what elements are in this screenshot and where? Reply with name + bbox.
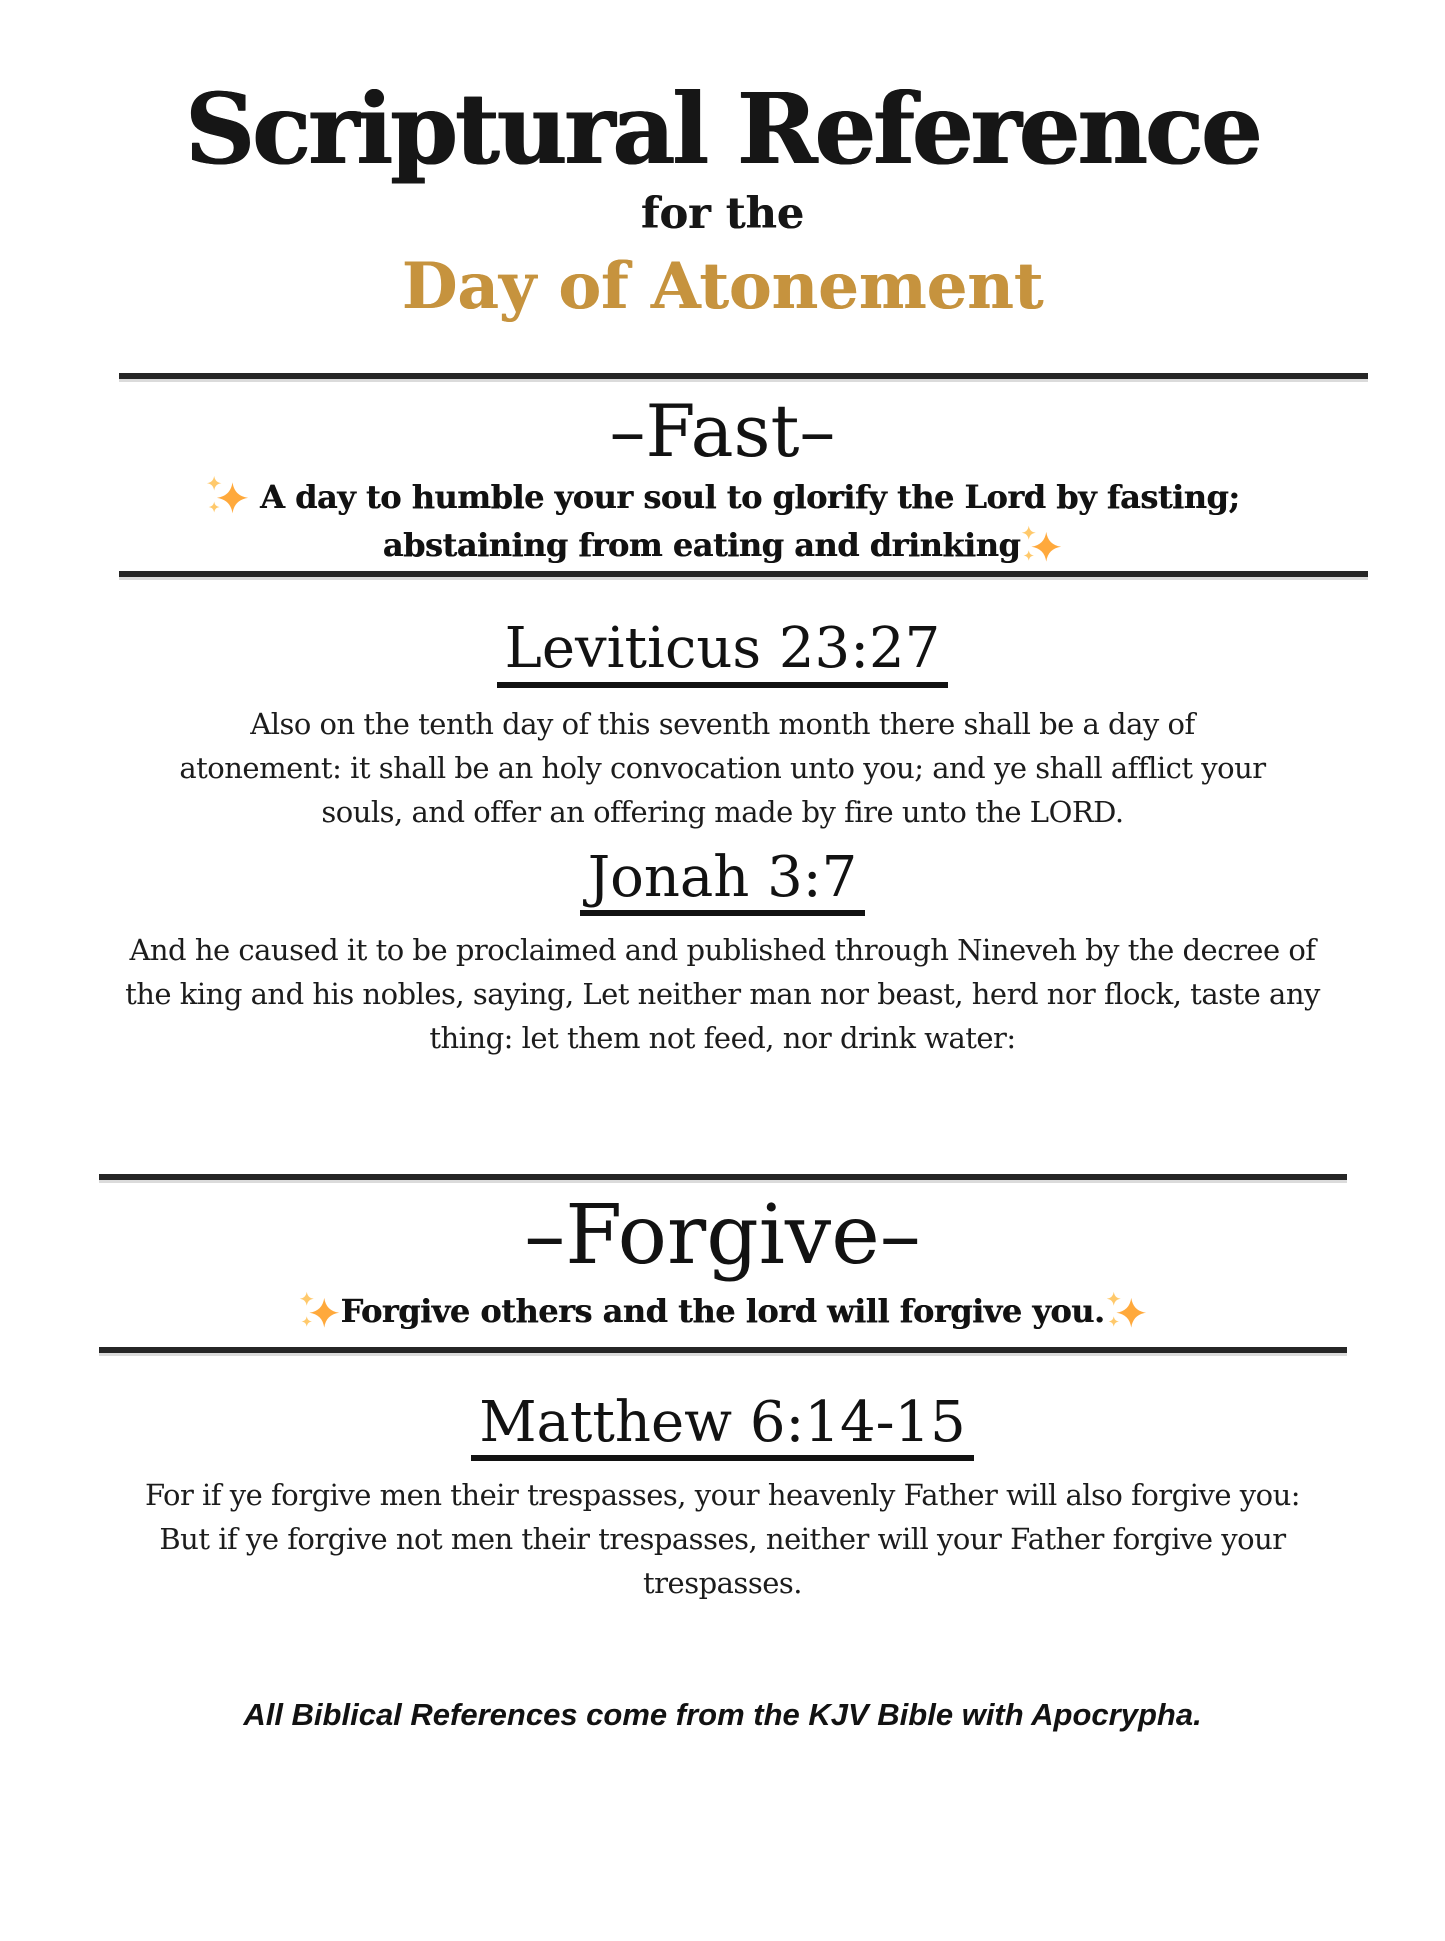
section-divider bbox=[119, 571, 1368, 577]
footer-note: All Biblical References come from the KJV Bible with Apocrypha. bbox=[243, 1697, 1202, 1733]
passage-ref-matthew: Matthew 6:14-15 bbox=[471, 1393, 974, 1461]
passage-line: And he caused it to be proclaimed and published through Nineveh by the decree of bbox=[129, 933, 1316, 968]
sparkles-icon bbox=[1020, 524, 1062, 566]
sparkles-icon bbox=[298, 1290, 340, 1332]
passage-line: the king and his nobles, saying, Let neither man nor beast, herd nor flock, taste any bbox=[125, 977, 1320, 1012]
passage-text-jonah bbox=[0, 928, 1445, 1060]
passage-line: thing: let them not feed, nor drink water: bbox=[429, 1021, 1016, 1056]
section-divider bbox=[99, 1174, 1347, 1180]
forgive-tagline-text: Forgive others and the lord will forgive you. bbox=[340, 1291, 1105, 1330]
passage-text-matthew bbox=[0, 1473, 1445, 1605]
passage-line: souls, and offer an offering made by fire unto the LORD. bbox=[321, 794, 1124, 829]
passage-text-leviticus bbox=[0, 702, 1445, 834]
section-heading-forgive: –Forgive– bbox=[524, 1188, 921, 1284]
sparkles-icon bbox=[205, 474, 249, 518]
passage-line: trespasses. bbox=[643, 1566, 802, 1601]
passage-ref-leviticus: Leviticus 23:27 bbox=[497, 619, 949, 687]
passage-line: Also on the tenth day of this seventh month there shall be a day of bbox=[250, 706, 1195, 741]
sparkles-icon bbox=[1105, 1290, 1147, 1332]
passage-line: atonement: it shall be an holy convocation unto you; and ye shall afflict your bbox=[179, 750, 1266, 785]
page-title: Scriptural Reference bbox=[185, 72, 1260, 186]
event-title: Day of Atonement bbox=[401, 248, 1044, 324]
fast-tagline-line1 bbox=[0, 473, 1445, 521]
section-divider bbox=[99, 1347, 1347, 1353]
passage-ref-jonah: Jonah 3:7 bbox=[580, 848, 866, 916]
section-divider bbox=[119, 373, 1368, 379]
fast-tagline-text-2: abstaining from eating and drinking bbox=[382, 526, 1021, 565]
fast-tagline-text-1: A day to humble your soul to glorify the Lord by fasting; bbox=[260, 478, 1240, 517]
forgive-tagline bbox=[0, 1287, 1445, 1335]
page-subtitle: for the bbox=[640, 189, 805, 240]
passage-line: For if ye forgive men their trespasses, your heavenly Father will also forgive you: bbox=[144, 1478, 1301, 1513]
section-heading-fast: –Fast– bbox=[609, 389, 836, 474]
passage-line: But if ye forgive not men their trespasses, neither will your Father forgive your bbox=[159, 1522, 1286, 1557]
fast-tagline-line2 bbox=[0, 521, 1445, 569]
